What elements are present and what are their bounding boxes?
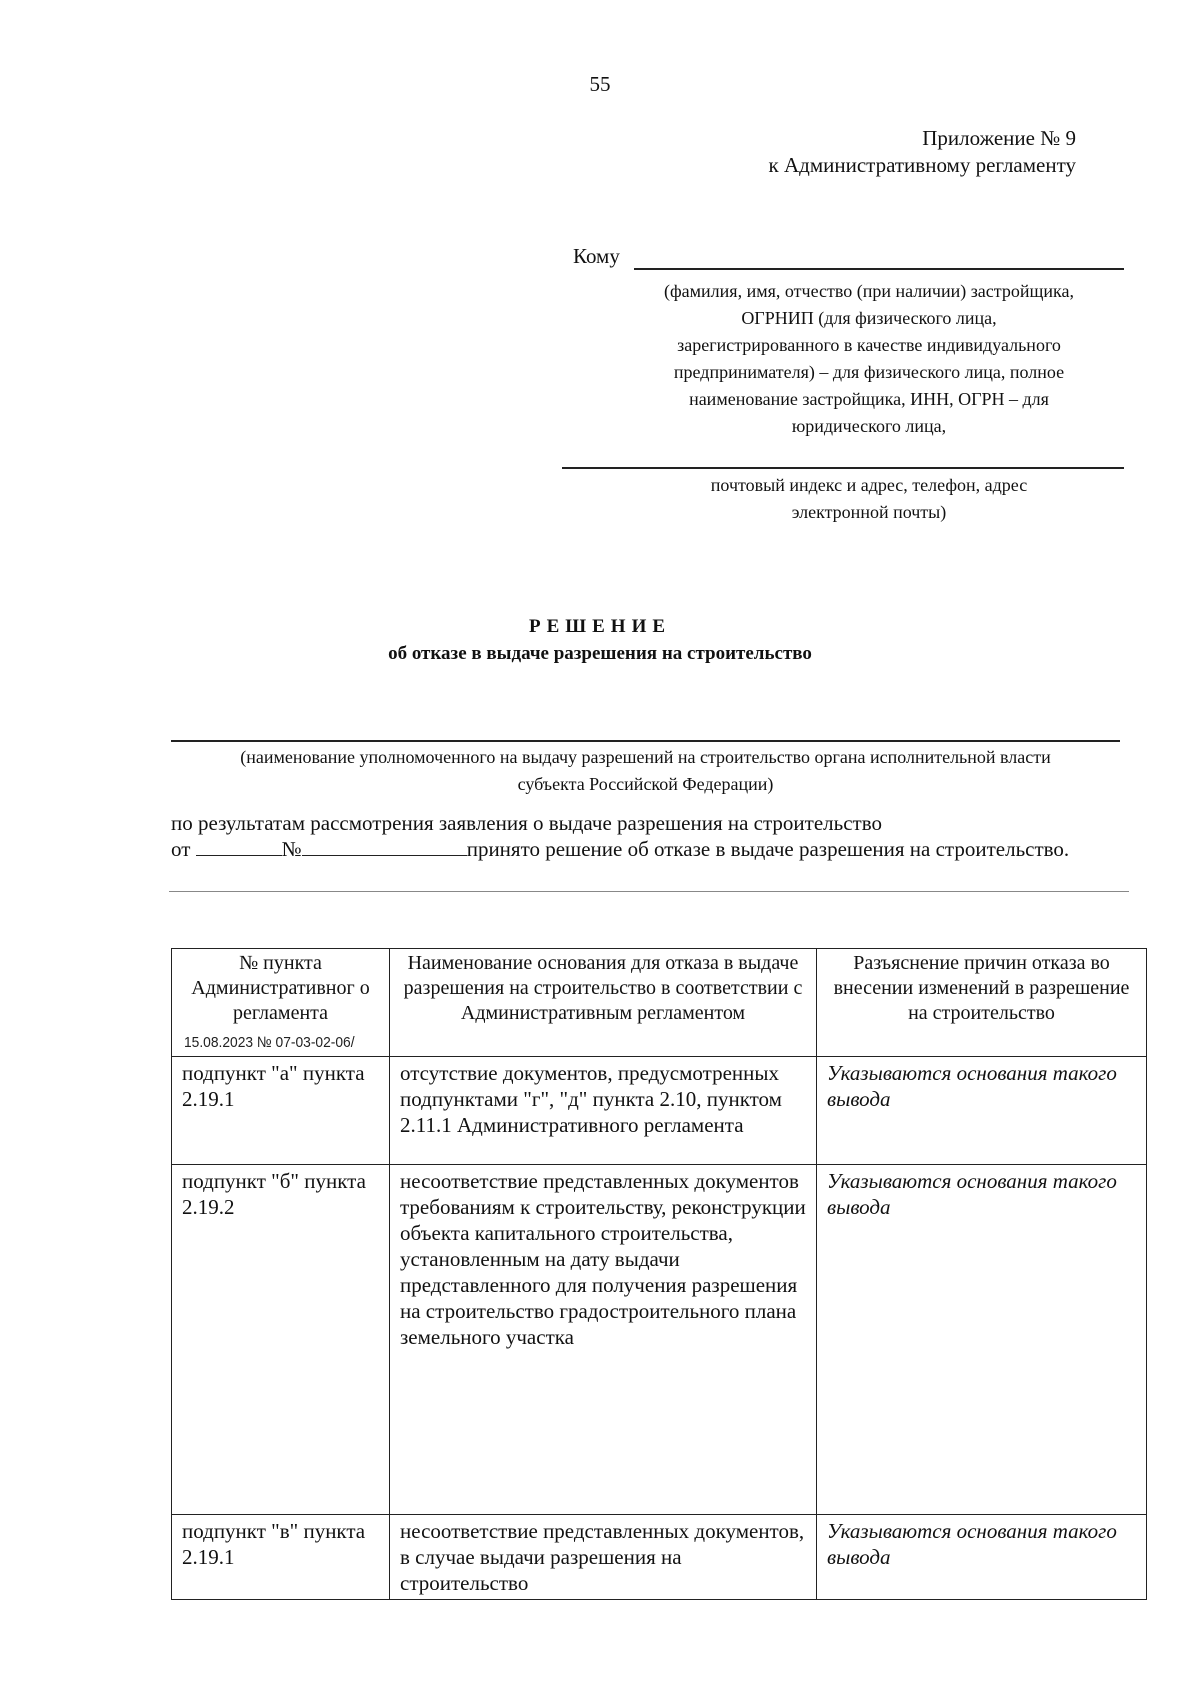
- header-reason: Наименование основания для отказа в выдаче разрешения на строительство в соответствии с Административным регламентом: [390, 949, 817, 1057]
- recipient-hint-line: (фамилия, имя, отчество (при наличии) застройщика,: [664, 281, 1074, 301]
- recipient-name-line: [634, 268, 1124, 270]
- separator-line: [169, 891, 1129, 892]
- recipient-hint: [614, 278, 1124, 440]
- recipient-hint-line: ОГРНИП (для физического лица,: [741, 308, 997, 328]
- table-row: [172, 1165, 1147, 1515]
- document-subtitle: об отказе в выдаче разрешения на строительство: [388, 643, 812, 664]
- cell-reason: отсутствие документов, предусмотренных подпунктами "г", "д" пункта 2.10, пунктом 2.11.1 Административного регламента: [390, 1057, 817, 1165]
- date-blank: [196, 837, 282, 856]
- recipient-hint-line: юридического лица,: [791, 416, 947, 436]
- table-row: [172, 1515, 1147, 1600]
- decision-text: [171, 810, 1131, 862]
- cell-reason: несоответствие представленных документов требованиям к строительству, реконструкции объекта капитального строительства, установленным на дату выдачи представленного для получения разрешения на строительство градостроительного плана земельного участка: [390, 1165, 817, 1515]
- cell-point: подпункт "а" пункта 2.19.1: [172, 1057, 390, 1165]
- header-point: № пункта Административног о регламента 15.08.2023 № 07-03-02-06/: [172, 949, 390, 1057]
- annex-title: Приложение № 9: [922, 126, 1076, 150]
- recipient-hint-line: наименование застройщика, ИНН, ОГРН – для: [689, 389, 1049, 409]
- table-row: [172, 1057, 1147, 1165]
- authority-hint-line: (наименование уполномоченного на выдачу разрешений на строительство органа исполнительной власти: [240, 747, 1051, 767]
- header-explanation: Разъяснение причин отказа во внесении изменений в разрешение на строительство: [817, 949, 1147, 1057]
- recipient-hint-line: предпринимателя) – для физического лица, полное: [673, 362, 1065, 382]
- cell-point: подпункт "б" пункта 2.19.2: [172, 1165, 390, 1515]
- cell-reason: несоответствие представленных документов, в случае выдачи разрешения на строительство: [390, 1515, 817, 1600]
- page-number: 55: [589, 72, 611, 96]
- decision-line-2: [171, 836, 1131, 862]
- cell-point: подпункт "в" пункта 2.19.1: [172, 1515, 390, 1600]
- authority-name-line: [171, 740, 1120, 742]
- address-hint: [614, 472, 1124, 526]
- registration-stamp: 15.08.2023 № 07-03-02-06/: [184, 1034, 355, 1051]
- table-header-row: [172, 949, 1147, 1057]
- refusal-grounds-table: [171, 948, 1147, 1600]
- address-hint-line: почтовый индекс и адрес, телефон, адрес: [710, 475, 1028, 495]
- recipient-address-line: [562, 467, 1124, 469]
- annex-reference: к Административному регламенту: [768, 153, 1076, 177]
- document-title: РЕШЕНИЕ: [528, 616, 672, 637]
- recipient-hint-line: зарегистрированного в качестве индивидуального: [677, 335, 1061, 355]
- recipient-label: Кому: [573, 244, 620, 268]
- number-label: №: [281, 837, 302, 861]
- address-hint-line: электронной почты): [791, 502, 947, 522]
- from-label: от: [171, 837, 191, 861]
- cell-explanation: Указываются основания такого вывода: [817, 1515, 1147, 1600]
- cell-explanation: Указываются основания такого вывода: [817, 1165, 1147, 1515]
- cell-explanation: Указываются основания такого вывода: [817, 1057, 1147, 1165]
- number-blank: [302, 837, 467, 856]
- authority-hint-line: субъекта Российской Федерации): [517, 774, 774, 794]
- decision-result: принято решение об отказе в выдаче разрешения на строительство.: [466, 837, 1070, 861]
- decision-line-1: по результатам рассмотрения заявления о выдаче разрешения на строительство: [171, 811, 882, 835]
- authority-hint: [171, 744, 1120, 798]
